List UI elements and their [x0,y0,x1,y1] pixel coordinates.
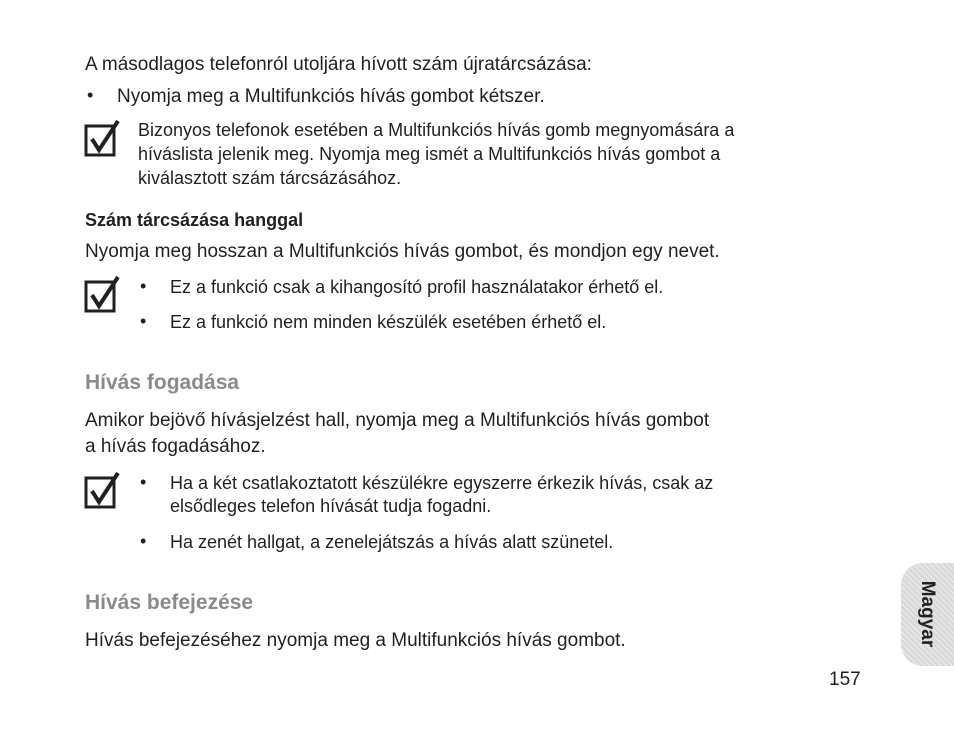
voice-dial-text: Nyomja meg hosszan a Multifunkciós hívás gombot, és mondjon egy nevet. [85,241,720,262]
note3-bullet: Ha zenét hallgat, a zenelejátszás a hívás alatt szünetel. [170,532,614,552]
note1-line: Bizonyos telefonok esetében a Multifunkciós hívás gomb megnyomására a [138,120,735,140]
voice-dial-subheading: Szám tárcsázása hanggal [85,210,304,230]
language-tab-label: Magyar [917,580,938,648]
answer-text-line: Amikor bejövő hívásjelzést hall, nyomja meg a Multifunkciós hívás gombot [85,410,710,431]
note3-bullet-line: elsődleges telefon hívását tudja fogadni. [170,496,492,516]
bullet-dot: • [140,311,147,331]
bullet-dot: • [140,472,147,492]
note1-line: kiválasztott szám tárcsázásához. [138,168,402,188]
bullet-dot: • [140,276,147,296]
end-call-heading: Hívás befejezése [85,591,254,614]
page-number: 157 [829,669,861,690]
note-checkbox-icon [84,119,122,159]
end-call-text: Hívás befejezéséhez nyomja meg a Multifunkciós hívás gombot. [85,630,626,651]
note2-bullet: Ez a funkció csak a kihangosító profil használatakor érhető el. [170,277,664,297]
note-checkbox-icon [84,275,122,315]
note3-bullet-line: Ha a két csatlakoztatott készülékre egyszerre érkezik hívás, csak az [170,473,714,493]
answer-heading: Hívás fogadása [85,371,240,394]
note-checkbox-icon [84,471,122,511]
answer-text-line: a hívás fogadásához. [85,436,266,457]
note2-bullet: Ez a funkció nem minden készülék esetében érhető el. [170,312,607,332]
note1-line: híváslista jelenik meg. Nyomja meg ismét a Multifunkciós hívás gombot a [138,144,721,164]
bullet-dot: • [87,85,94,105]
intro-bullet: Nyomja meg a Multifunkciós hívás gombot kétszer. [117,86,545,107]
intro-text: A másodlagos telefonról utoljára hívott szám újratárcsázása: [85,54,592,75]
bullet-dot: • [140,531,147,551]
